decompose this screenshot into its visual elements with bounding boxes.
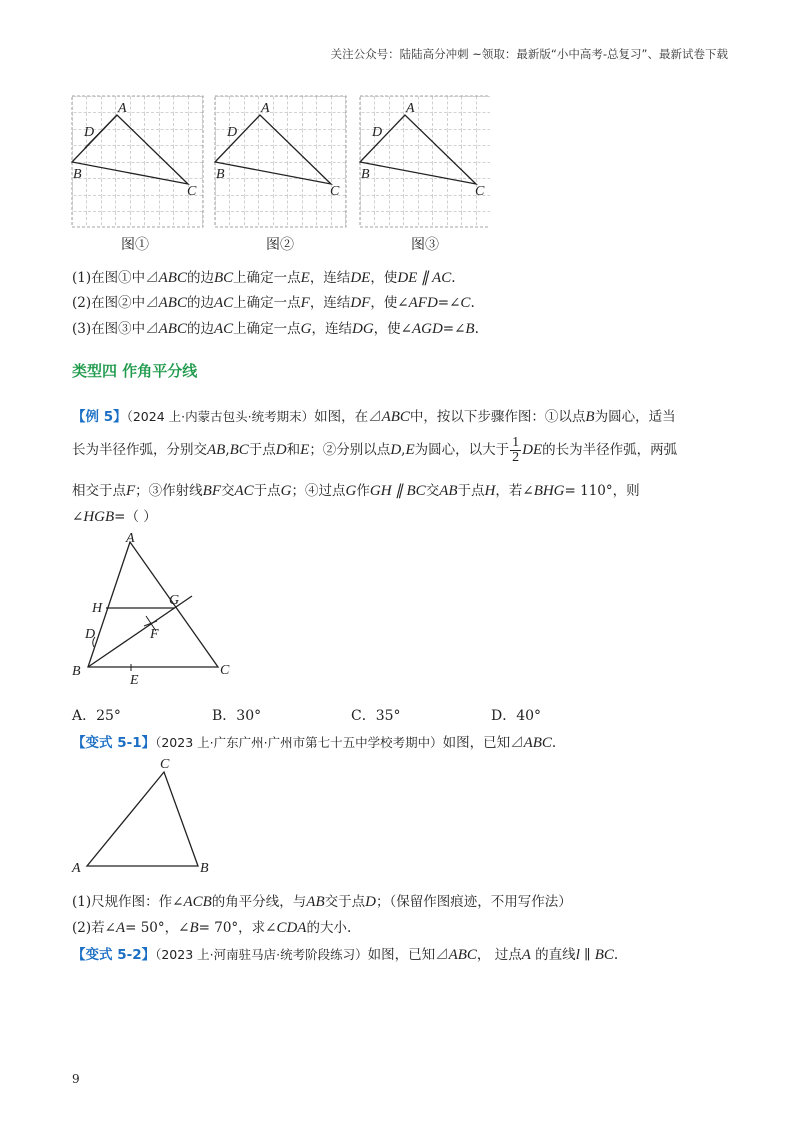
label-D: D bbox=[372, 125, 383, 140]
variant51-q2: (2)若∠A= 50°，∠B= 70°，求∠CDA的大小. bbox=[72, 920, 352, 936]
example5-line3: 相交于点F；③作射线BF交AC于点G；④过点G作GH ∥ BC交AB于点H，若∠BHG= 110°，则 bbox=[72, 483, 640, 499]
choice-c: C．35° bbox=[351, 708, 401, 724]
label-C: C bbox=[187, 184, 197, 199]
label-C: C bbox=[220, 663, 230, 678]
example5-line4: ∠HGB=（ ） bbox=[72, 509, 157, 525]
example5-line2: 长为半径作弧，分别交AB,BC于点D和E；②分别以点D,E为圆心，以大于 $\frac{1}{2}$ DE的长为半径作弧，两弧 bbox=[72, 435, 678, 465]
example5-figure bbox=[66, 530, 246, 690]
page-header: 关注公众号：陆陆高分冲刺 ~领取：最新版“小中高考-总复习”、最新试卷下载 bbox=[330, 47, 728, 61]
grid-figure-1 bbox=[72, 96, 203, 227]
variant51-tag: 【变式 5-1】 bbox=[72, 735, 156, 751]
task-2: (2)在图②中⊿ABC的边AC上确定一点F，连结DF，使∠AFD=∠C. bbox=[72, 295, 475, 311]
task-3: (3)在图③中⊿ABC的边AC上确定一点G，连结DG，使∠AGD=∠B. bbox=[72, 321, 479, 337]
choice-d: D．40° bbox=[491, 708, 542, 724]
variant51-line: 【变式 5-1】（2023 上·广东广州·广州市第七十五中学校考期中）如图，已知⊿ABC. bbox=[72, 735, 557, 751]
label-D: D bbox=[84, 125, 95, 140]
caption-fig1: 图① bbox=[121, 237, 149, 253]
label-B: B bbox=[73, 167, 82, 182]
label-F: F bbox=[150, 627, 159, 642]
label-D: D bbox=[227, 125, 238, 140]
fraction-one-half: $\frac{1}{2}$ bbox=[512, 435, 520, 465]
caption-fig3: 图③ bbox=[411, 237, 439, 253]
label-B: B bbox=[200, 861, 209, 876]
label-G: G bbox=[169, 593, 180, 608]
grid-figure-3 bbox=[360, 96, 490, 227]
label-B: B bbox=[216, 167, 225, 182]
variant52-tag: 【变式 5-2】 bbox=[72, 947, 156, 963]
label-B: B bbox=[72, 664, 81, 679]
label-B: B bbox=[361, 167, 370, 182]
label-E: E bbox=[130, 673, 139, 688]
section-title: 类型四 作角平分线 bbox=[72, 362, 198, 380]
label-C: C bbox=[330, 184, 340, 199]
page-number: 9 bbox=[72, 1072, 80, 1086]
variant51-figure bbox=[66, 752, 226, 878]
example5-line1: 【例 5】（2024 上·内蒙古包头·统考期末）如图，在⊿ABC中，按以下步骤作图：①以点B为圆心，适当 bbox=[72, 409, 676, 425]
variant51-q1: (1)尺规作图：作∠ACB的角平分线，与AB交于点D；（保留作图痕迹，不用写作法） bbox=[72, 894, 572, 910]
label-A: A bbox=[72, 861, 81, 876]
choice-b: B．30° bbox=[212, 708, 262, 724]
label-A: A bbox=[261, 101, 270, 116]
label-C: C bbox=[475, 184, 485, 199]
choice-a: A．25° bbox=[72, 708, 121, 724]
label-A: A bbox=[126, 531, 135, 546]
label-A: A bbox=[118, 101, 127, 116]
label-D: D bbox=[85, 627, 96, 642]
label-C: C bbox=[160, 757, 170, 772]
task-1: (1)在图①中⊿ABC的边BC上确定一点E，连结DE，使DE ∥ AC. bbox=[72, 270, 456, 286]
example5-tag: 【例 5】 bbox=[72, 409, 127, 425]
caption-fig2: 图② bbox=[266, 237, 294, 253]
label-A: A bbox=[406, 101, 415, 116]
label-H: H bbox=[92, 601, 103, 616]
variant52-line: 【变式 5-2】（2023 上·河南驻马店·统考阶段练习）如图，已知⊿ABC， 过点A 的直线l ∥ BC. bbox=[72, 947, 619, 963]
grid-figure-2 bbox=[215, 96, 346, 227]
grid-figures bbox=[70, 94, 490, 232]
